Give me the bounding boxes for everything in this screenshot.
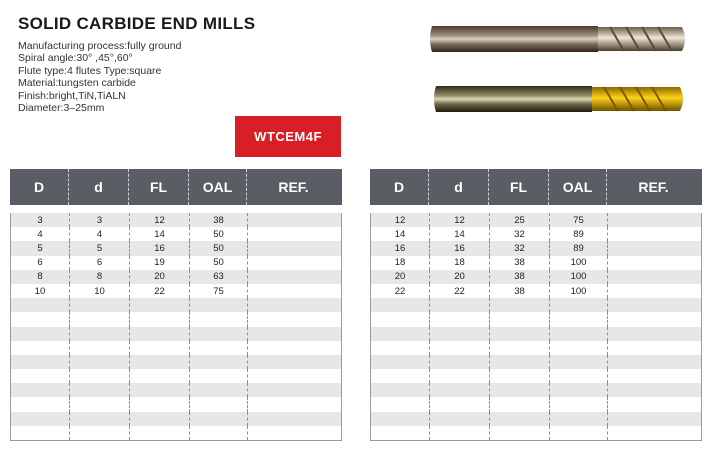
cell-overall-length [190, 369, 248, 383]
table-row [371, 270, 701, 284]
header-overall-length: OAL [189, 169, 247, 205]
cell-reference [248, 227, 341, 241]
table-row [11, 397, 341, 411]
table-row [11, 256, 341, 270]
cell-overall-length [190, 412, 248, 426]
cell-overall-length [550, 298, 608, 312]
cell-diameter: 22 [371, 284, 430, 298]
dimension-table-left [10, 169, 342, 441]
cell-reference [608, 412, 701, 426]
table-row [371, 298, 701, 312]
cell-reference [248, 256, 341, 270]
cell-flute-length [130, 341, 190, 355]
cell-overall-length [190, 327, 248, 341]
cell-shank-diameter [430, 397, 490, 411]
cell-reference [608, 426, 701, 440]
cell-flute-length [130, 397, 190, 411]
cell-shank-diameter: 6 [70, 256, 130, 270]
cell-diameter [11, 369, 70, 383]
cell-shank-diameter: 14 [430, 227, 490, 241]
cell-reference [608, 241, 701, 255]
cell-overall-length: 50 [190, 241, 248, 255]
dimension-table-right [370, 169, 702, 441]
table-row [371, 397, 701, 411]
cell-shank-diameter: 4 [70, 227, 130, 241]
cell-diameter [11, 327, 70, 341]
spec-process: Manufacturing process:fully ground [18, 40, 182, 52]
page-title: SOLID CARBIDE END MILLS [18, 14, 256, 33]
cell-overall-length [550, 327, 608, 341]
cell-diameter: 20 [371, 270, 430, 284]
table-row [11, 383, 341, 397]
cell-diameter [371, 383, 430, 397]
cell-overall-length: 100 [550, 256, 608, 270]
cell-shank-diameter [430, 341, 490, 355]
cell-reference [608, 327, 701, 341]
cell-shank-diameter [70, 298, 130, 312]
cell-shank-diameter [430, 298, 490, 312]
cell-shank-diameter [70, 312, 130, 326]
cell-shank-diameter: 22 [430, 284, 490, 298]
cell-flute-length: 14 [130, 227, 190, 241]
header-reference: REF. [278, 179, 309, 195]
table-row [371, 426, 701, 440]
cell-shank-diameter [70, 369, 130, 383]
cell-flute-length: 38 [490, 270, 550, 284]
table-row [371, 213, 701, 227]
cell-reference [248, 327, 341, 341]
cell-shank-diameter: 16 [430, 241, 490, 255]
table-row [11, 412, 341, 426]
cell-reference [608, 213, 701, 227]
table-row [11, 227, 341, 241]
cell-shank-diameter [70, 412, 130, 426]
cell-reference [248, 298, 341, 312]
cell-reference [248, 213, 341, 227]
table-header [370, 169, 702, 205]
cell-diameter [371, 397, 430, 411]
cell-flute-length [130, 383, 190, 397]
table-row [11, 369, 341, 383]
cell-reference [608, 369, 701, 383]
cell-overall-length [550, 312, 608, 326]
cell-reference [248, 426, 341, 440]
cell-flute-length: 32 [490, 227, 550, 241]
cell-flute-length [490, 412, 550, 426]
spec-material: Material:tungsten carbide [18, 77, 136, 90]
table-row [371, 241, 701, 255]
cell-shank-diameter [70, 341, 130, 355]
cell-flute-length [490, 327, 550, 341]
cell-diameter: 14 [371, 227, 430, 241]
cell-diameter: 10 [11, 284, 70, 298]
cell-shank-diameter [430, 369, 490, 383]
cell-diameter [371, 312, 430, 326]
cell-overall-length [550, 397, 608, 411]
cell-flute-length: 22 [130, 284, 190, 298]
cell-reference [608, 256, 701, 270]
cell-diameter: 12 [371, 213, 430, 227]
table-row [371, 227, 701, 241]
cell-overall-length [550, 355, 608, 369]
cell-diameter [11, 298, 70, 312]
cell-overall-length: 89 [550, 227, 608, 241]
cell-overall-length [190, 341, 248, 355]
cell-diameter [11, 383, 70, 397]
spec-spiral-angle: Spiral angle:30° ,45°,60° [18, 52, 133, 65]
cell-diameter: 6 [11, 256, 70, 270]
cell-flute-length [130, 327, 190, 341]
table-row [11, 327, 341, 341]
cell-diameter: 5 [11, 241, 70, 255]
cell-overall-length [190, 383, 248, 397]
cell-diameter [11, 341, 70, 355]
header-diameter: D [10, 169, 69, 205]
cell-shank-diameter [430, 312, 490, 326]
cell-reference [248, 312, 341, 326]
cell-diameter: 16 [371, 241, 430, 255]
cell-shank-diameter: 10 [70, 284, 130, 298]
table-row [371, 355, 701, 369]
cell-diameter [371, 412, 430, 426]
cell-reference [608, 270, 701, 284]
cell-diameter [11, 355, 70, 369]
table-row [371, 369, 701, 383]
cell-shank-diameter [430, 355, 490, 369]
table-row [371, 341, 701, 355]
table-row [11, 312, 341, 326]
cell-reference [608, 312, 701, 326]
cell-flute-length [130, 298, 190, 312]
product-code-badge: WTCEM4F [235, 116, 341, 157]
table-row [11, 241, 341, 255]
cell-diameter: 3 [11, 213, 70, 227]
cell-shank-diameter [70, 397, 130, 411]
cell-flute-length: 38 [490, 256, 550, 270]
cell-shank-diameter: 8 [70, 270, 130, 284]
cell-reference [608, 341, 701, 355]
table-row [11, 341, 341, 355]
cell-flute-length [130, 412, 190, 426]
cell-diameter [371, 355, 430, 369]
cell-flute-length [130, 369, 190, 383]
header-shank-diameter: d [69, 169, 129, 205]
cell-shank-diameter: 12 [430, 213, 490, 227]
cell-reference [608, 227, 701, 241]
cell-diameter [371, 369, 430, 383]
cell-diameter [11, 426, 70, 440]
cell-flute-length: 19 [130, 256, 190, 270]
cell-diameter [371, 298, 430, 312]
cell-reference [248, 241, 341, 255]
cell-flute-length: 12 [130, 213, 190, 227]
cell-flute-length [130, 426, 190, 440]
cell-overall-length: 100 [550, 284, 608, 298]
table-row [11, 355, 341, 369]
cell-shank-diameter [430, 327, 490, 341]
cell-reference [248, 355, 341, 369]
cell-diameter: 4 [11, 227, 70, 241]
cell-reference [248, 270, 341, 284]
table-row [371, 383, 701, 397]
cell-reference [608, 355, 701, 369]
cell-overall-length: 75 [190, 284, 248, 298]
cell-diameter [11, 397, 70, 411]
cell-overall-length [550, 369, 608, 383]
table-row [11, 213, 341, 227]
cell-overall-length [550, 341, 608, 355]
cell-overall-length [550, 412, 608, 426]
cell-flute-length: 25 [490, 213, 550, 227]
end-mill-bright-image [428, 18, 690, 60]
cell-shank-diameter [70, 383, 130, 397]
cell-shank-diameter: 3 [70, 213, 130, 227]
cell-overall-length: 89 [550, 241, 608, 255]
cell-overall-length: 50 [190, 256, 248, 270]
cell-reference [608, 383, 701, 397]
cell-overall-length [190, 426, 248, 440]
cell-flute-length: 32 [490, 241, 550, 255]
cell-overall-length: 100 [550, 270, 608, 284]
spec-finish: Finish:bright,TiN,TiALN [18, 89, 126, 102]
cell-shank-diameter [430, 426, 490, 440]
cell-diameter [371, 426, 430, 440]
cell-overall-length [190, 298, 248, 312]
cell-diameter [11, 312, 70, 326]
cell-flute-length: 38 [490, 284, 550, 298]
cell-reference [248, 383, 341, 397]
cell-reference [608, 397, 701, 411]
cell-diameter [371, 327, 430, 341]
table-row [11, 298, 341, 312]
cell-reference [248, 341, 341, 355]
cell-overall-length: 75 [550, 213, 608, 227]
cell-shank-diameter [70, 327, 130, 341]
cell-shank-diameter: 18 [430, 256, 490, 270]
cell-shank-diameter [430, 383, 490, 397]
table-row [371, 284, 701, 298]
cell-shank-diameter [70, 426, 130, 440]
header-diameter: D [370, 169, 429, 205]
header-flute-length: FL [129, 169, 189, 205]
spec-list [18, 40, 181, 114]
cell-diameter: 18 [371, 256, 430, 270]
table-header [10, 169, 342, 205]
cell-flute-length [490, 312, 550, 326]
cell-overall-length: 50 [190, 227, 248, 241]
header-shank-diameter: d [429, 169, 489, 205]
table-body [10, 213, 342, 441]
cell-flute-length: 20 [130, 270, 190, 284]
table-body [370, 213, 702, 441]
table-row [371, 312, 701, 326]
cell-shank-diameter [430, 412, 490, 426]
end-mill-tin-coated-image [432, 79, 688, 119]
cell-overall-length: 38 [190, 213, 248, 227]
cell-shank-diameter: 5 [70, 241, 130, 255]
spec-flute-type: Flute type:4 flutes Type:square [18, 64, 162, 77]
cell-reference [248, 369, 341, 383]
table-row [371, 256, 701, 270]
cell-reference [248, 412, 341, 426]
cell-overall-length [550, 426, 608, 440]
cell-flute-length [490, 355, 550, 369]
header-reference: REF. [638, 179, 669, 195]
cell-flute-length: 16 [130, 241, 190, 255]
cell-flute-length [490, 383, 550, 397]
cell-flute-length [490, 369, 550, 383]
table-row [11, 426, 341, 440]
header-overall-length: OAL [549, 169, 607, 205]
table-row [11, 284, 341, 298]
cell-reference [608, 284, 701, 298]
header-flute-length: FL [489, 169, 549, 205]
table-row [371, 412, 701, 426]
cell-overall-length [190, 397, 248, 411]
cell-reference [248, 397, 341, 411]
cell-flute-length [490, 341, 550, 355]
cell-flute-length [490, 397, 550, 411]
cell-flute-length [130, 355, 190, 369]
cell-flute-length [490, 426, 550, 440]
cell-reference [608, 298, 701, 312]
table-row [11, 270, 341, 284]
cell-overall-length [190, 355, 248, 369]
table-row [371, 327, 701, 341]
cell-flute-length [490, 298, 550, 312]
cell-reference [248, 284, 341, 298]
cell-shank-diameter: 20 [430, 270, 490, 284]
cell-flute-length [130, 312, 190, 326]
spec-diameter: Diameter:3–25mm [18, 102, 105, 115]
cell-diameter: 8 [11, 270, 70, 284]
cell-overall-length [550, 383, 608, 397]
cell-shank-diameter [70, 355, 130, 369]
cell-overall-length: 63 [190, 270, 248, 284]
cell-overall-length [190, 312, 248, 326]
cell-diameter [11, 412, 70, 426]
cell-diameter [371, 341, 430, 355]
